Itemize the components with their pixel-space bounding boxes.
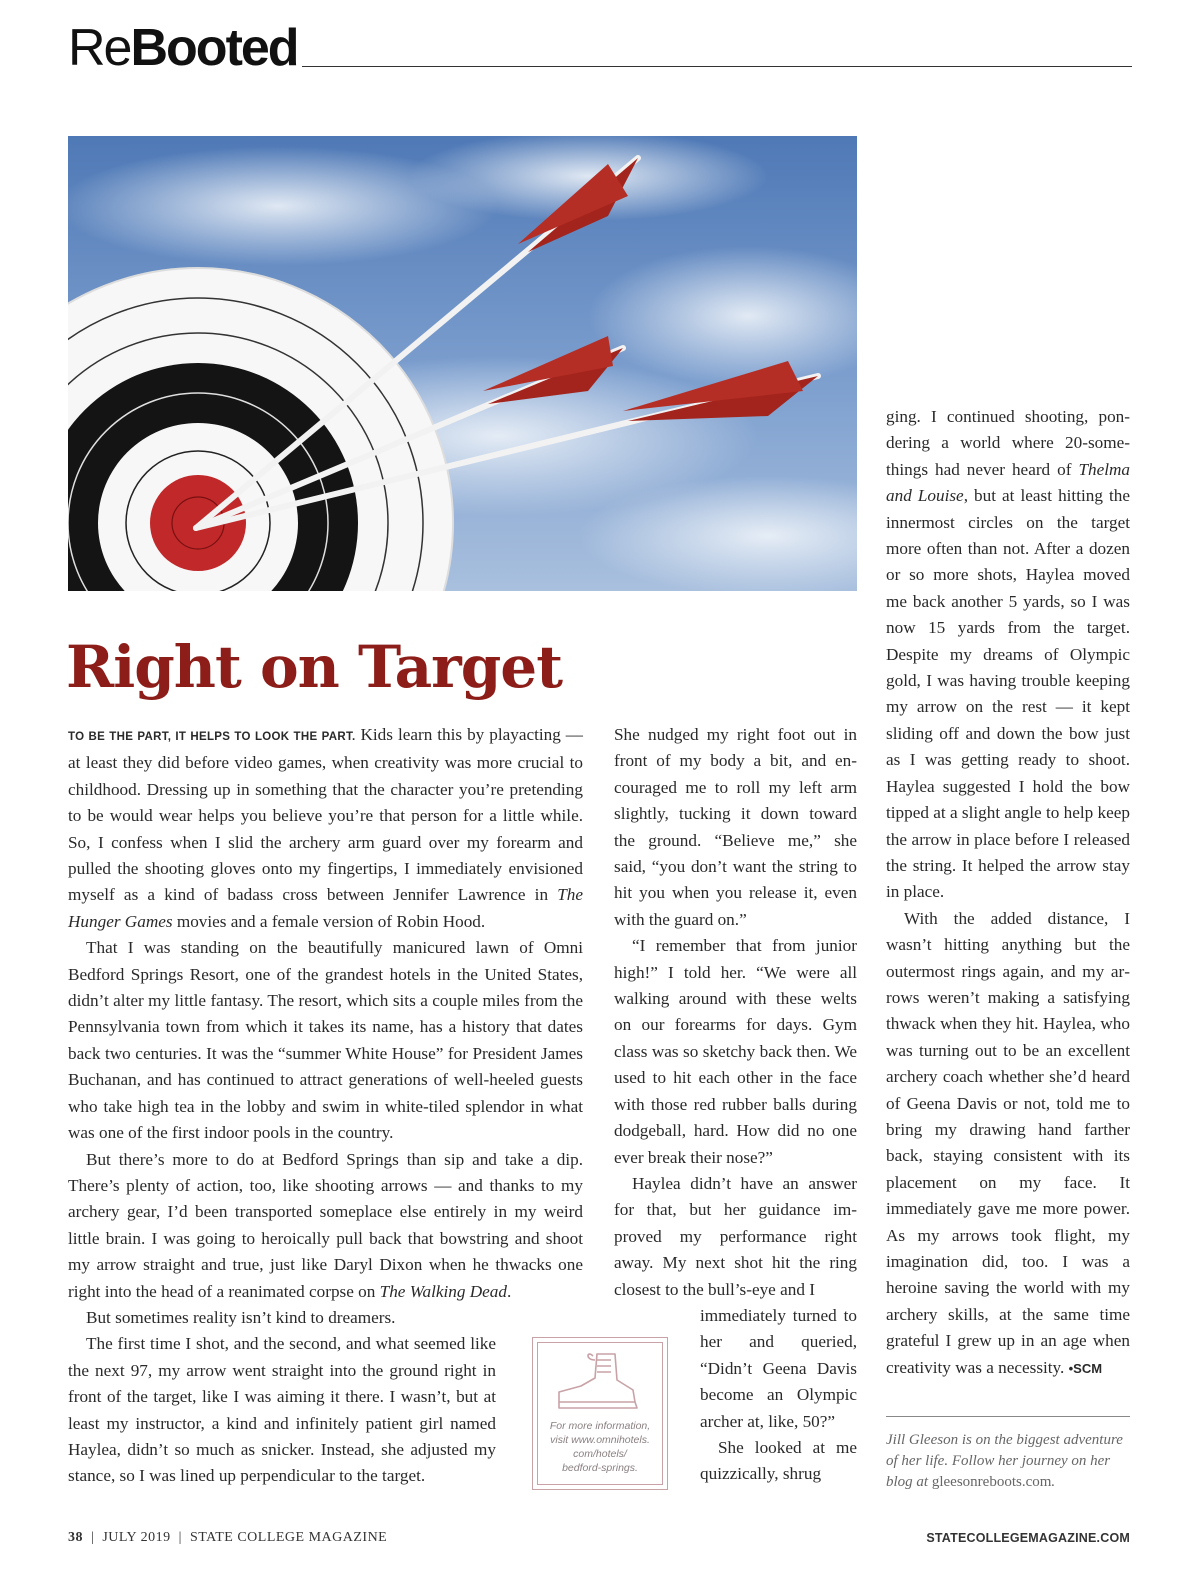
footer-left xyxy=(68,1530,387,1546)
lead-in: TO BE THE PART, IT HELPS TO LOOK THE PART. xyxy=(68,731,356,743)
footer-separator: | xyxy=(170,1530,190,1545)
bio-text: Jill Gleeson is on the biggest adventure of her life. Follow her journey on her blog at xyxy=(886,1432,1123,1490)
section-title xyxy=(68,18,298,78)
article-column-1 xyxy=(68,722,583,1490)
magazine-name: STATE COLLEGE MAGAZINE xyxy=(189,1530,388,1545)
paragraph: immediately turned to her and queried, “Didn’t Geena Davis become an Olympic archer at, like, 50?” xyxy=(700,1305,857,1431)
issue-date: JULY 2019 xyxy=(102,1530,171,1545)
paragraph-text: Kids learn this by playacting — at least they did before video games, when creativity was more crucial to childhood. Dressing up in something that the character you’re pretending to be would wear helps you believe you’re that person for a little while. So, I confess when I slid the archery arm guard over my forearm and pulled the shooting gloves onto my fingertips, I immediately envisioned myself as a kind of badass cross between Jennifer Lawrence in xyxy=(68,725,583,905)
column-1-narrow xyxy=(68,1305,496,1490)
paragraph-text: ging. I continued shooting, pondering a world where 20-somethings had never heard of xyxy=(886,407,1130,479)
paragraph: She looked at me quizzically, shrug xyxy=(700,1437,857,1484)
end-mark: •SCM xyxy=(1068,1360,1103,1376)
paragraph: Haylea didn’t have an answer for that, but her guidance improved my performance right away. My next shot hit the ring closest to the bull’s-eye and I xyxy=(614,1173,857,1299)
paragraph-text: . xyxy=(506,1281,512,1301)
info-line-url[interactable]: bedford-springs. xyxy=(562,1462,638,1474)
hero-photo-archery-target xyxy=(68,136,857,591)
footer-separator: | xyxy=(83,1530,103,1545)
paragraph-text: With the added distance, I wasn’t hitting anything but the outermost rings again, and my arrows weren’t making a satisfying thwack when they hit. Haylea, who was turning out to be an excellent archery coach whether she’d heard of Geena Davis or not, told me to bring my drawing hand farther back, staying consistent with its placement on my face. It immediately gave me more power. As my arrows took flight, my imagination did, too. I was a heroine saving the world with my archery skills, at the same time grateful I grew up in an age when creativity was a necessity. xyxy=(886,908,1130,1377)
footer-site-link[interactable]: STATECOLLEGEMAGAZINE.COM xyxy=(926,1531,1130,1545)
blog-link[interactable]: gleesonreboots.com xyxy=(931,1474,1052,1490)
section-title-re: Re xyxy=(68,19,131,77)
article-column-3 xyxy=(886,404,1130,1382)
paragraph: But sometimes reality isn’t kind to dreamers. xyxy=(86,1307,396,1327)
paragraph xyxy=(886,404,1130,906)
bio-end: . xyxy=(1051,1474,1056,1490)
paragraph: She nudged my right foot out in front of my body a bit, and encouraged me to roll my left arm slightly, tucking it down toward the ground. “Believe me,” she said, “you don’t want the string to hit you when you release it, even with the guard on.” xyxy=(614,725,857,929)
paragraph xyxy=(68,722,583,935)
target-arrows-illustration xyxy=(68,136,857,591)
italic-title: Thelma and Louise xyxy=(886,459,1130,506)
paragraph: The first time I shot, and the second, and what seemed like the next 97, my arrow went straight into the ground right in front of the target, like I was aiming it there. I wasn’t, but at least my instructor, a kind and infinitely patient girl named Haylea, didn’t so much as snicker. Instead, she adjusted my stance, so I was lined up perpendicular to the target. xyxy=(68,1334,496,1486)
boot-icon xyxy=(553,1350,643,1414)
section-title-booted: Booted xyxy=(130,19,298,77)
page-number: 38 xyxy=(68,1530,83,1545)
paragraph-text: , but at least hitting the innermost circles on the target more often than not. After a dozen or so more shots, Haylea moved me back another 5 yards, so I was now 15 yards from the target. Despite my dreams of Olympic gold, I was having trouble keeping my arrow on the rest — it kept sliding off and down the bow just as I was getting ready to shoot. Haylea suggested I hold the bow tipped at a slight angle to help keep the arrow in place before I released the string. It helped the arrow stay in place. xyxy=(886,486,1131,902)
paragraph: That I was standing on the beautifully manicured lawn of Omni Bedford Springs Resort, one of the grandest hotels in the United States, didn’t alter my little fantasy. The resort, which sits a couple miles from the Pennsylvania town from which it takes its name, has a history that dates back two centuries. It was the “summer White House” for President James Buchanan, and has continued to attract generations of well-heeled guests who take high tea in the lobby and swim in white-tiled splendor in what was one of the first indoor pools in the country. xyxy=(68,938,583,1143)
info-line-url[interactable]: com/hotels/ xyxy=(573,1448,627,1460)
paragraph xyxy=(68,1147,583,1305)
paragraph-text: movies and a female version of Robin Hood. xyxy=(172,911,486,931)
paragraph: “I remember that from junior high!” I told her. “We were all walking around with these welts on our forearms for days. Gym class was so sketchy back then. We used to hit each other in the face with those red rubber balls during dodgeball, hard. How did no one ever break their nose?” xyxy=(614,936,857,1167)
column-2-indented xyxy=(700,1303,857,1488)
paragraph xyxy=(886,906,1130,1382)
info-line: For more information, xyxy=(549,1420,651,1432)
bio-rule xyxy=(886,1416,1130,1417)
author-bio xyxy=(886,1430,1130,1493)
paragraph-text: But there’s more to do at Bedford Springs than sip and take a dip. There’s plenty of action, too, like shooting arrows — and thanks to my archery gear, I’d been transported someplace else entirely in my weird little brain. I was going to heroically pull back that bowstring and shoot my arrow straight and true, just like Daryl Dixon when he thwacks one right into the head of a reanimated corpse on xyxy=(68,1149,583,1301)
italic-title: The Walking Dead xyxy=(379,1281,507,1301)
info-box-text xyxy=(537,1419,663,1475)
info-line-url[interactable]: visit www.omnihotels. xyxy=(550,1434,650,1446)
info-box xyxy=(532,1337,668,1490)
article-headline: Right on Target xyxy=(66,633,562,701)
header-rule xyxy=(302,66,1132,67)
italic-title: The Hunger Games xyxy=(68,885,583,931)
